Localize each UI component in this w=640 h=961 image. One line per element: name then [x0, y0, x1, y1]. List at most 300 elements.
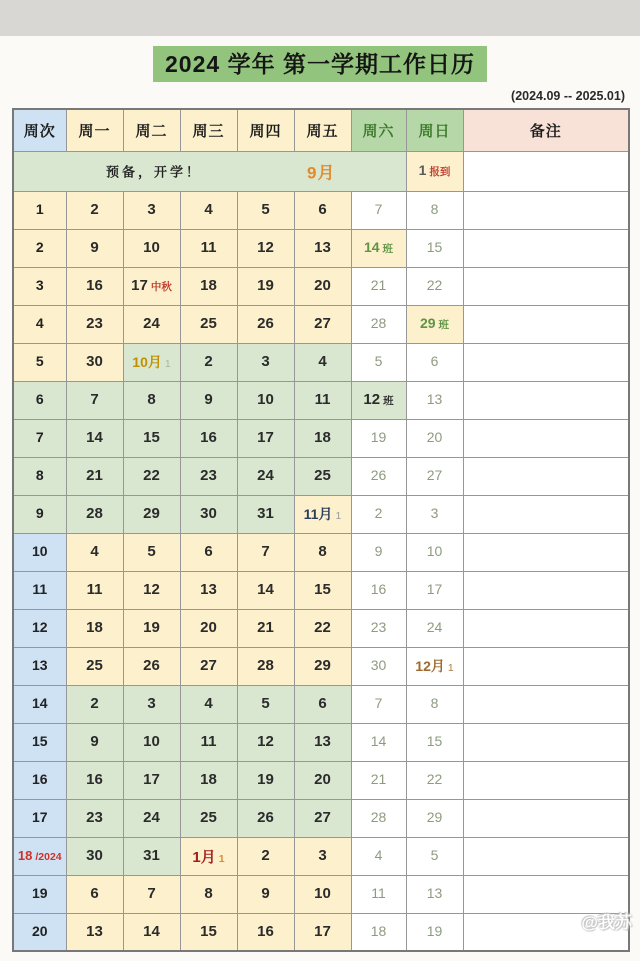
cell-text: 24 [143, 315, 160, 332]
cell-text: 1 [218, 852, 225, 865]
day-cell [351, 267, 406, 305]
day-cell [123, 761, 180, 799]
cell-text: 21 [370, 277, 387, 293]
day-cell [406, 571, 463, 609]
day-cell [180, 571, 237, 609]
cell-text: 11 [86, 581, 103, 598]
cell-text: 11 [32, 581, 48, 597]
day-cell [123, 419, 180, 457]
remark-cell [463, 647, 629, 685]
remark-cell [463, 381, 629, 419]
cell-text: 7 [147, 885, 156, 902]
day-cell [66, 419, 123, 457]
cell-text: /2024 [35, 851, 62, 863]
day-cell [66, 609, 123, 647]
column-header: 周二 [123, 109, 180, 151]
remark-cell [463, 191, 629, 229]
cell-text: 14 [257, 581, 274, 598]
day-cell [294, 875, 351, 913]
cell-text: 5 [261, 695, 270, 712]
cell-text: 9 [35, 505, 44, 521]
cell-text: 14 [31, 695, 48, 711]
cell-text: 12 [143, 581, 160, 598]
day-cell [66, 875, 123, 913]
title-wrap [0, 46, 640, 82]
day-cell [66, 495, 123, 533]
cell-text: 10 [31, 543, 48, 559]
cell-text: 19 [31, 885, 48, 901]
cell-text: 1 [164, 358, 171, 370]
remark-cell [463, 305, 629, 343]
day-cell [66, 799, 123, 837]
day-cell [123, 723, 180, 761]
cell-text: 7 [35, 429, 44, 445]
day-cell [294, 495, 351, 533]
table-row [13, 191, 629, 229]
day-cell [351, 723, 406, 761]
column-header: 周四 [237, 109, 294, 151]
cell-text: 9 [90, 733, 99, 750]
table-row [13, 875, 629, 913]
cell-text: 7 [90, 391, 99, 408]
cell-text: 30 [370, 657, 387, 673]
day-cell [294, 533, 351, 571]
table-row [13, 723, 629, 761]
cell-text: 8 [204, 885, 213, 902]
day-cell [66, 533, 123, 571]
cell-text: 3 [318, 847, 327, 864]
day-cell [351, 761, 406, 799]
cell-text: 31 [143, 847, 160, 864]
day-cell [294, 229, 351, 267]
day-cell [406, 495, 463, 533]
cell-text: 25 [200, 315, 217, 332]
cell-text: 2 [374, 505, 383, 521]
day-cell [351, 305, 406, 343]
cell-text: 14 [143, 922, 160, 940]
cell-text: 12月 [415, 658, 445, 674]
day-cell [294, 191, 351, 229]
cell-text: 12 [31, 619, 48, 635]
day-cell [406, 647, 463, 685]
cell-text: 2 [90, 695, 99, 712]
day-cell [294, 837, 351, 875]
cell-text: 5 [430, 847, 439, 863]
table-row [13, 609, 629, 647]
cell-text: 18 [314, 429, 331, 446]
day-cell [237, 875, 294, 913]
table-row [13, 457, 629, 495]
cell-text: 21 [370, 771, 387, 787]
cell-text: 26 [257, 315, 274, 332]
week-number-cell [13, 457, 66, 495]
cell-text: 7 [374, 695, 383, 711]
day-cell [66, 267, 123, 305]
cell-text: 20 [200, 619, 217, 636]
cell-text: 28 [370, 809, 387, 825]
table-row [13, 685, 629, 723]
cell-text: 17 [314, 922, 331, 940]
week-number-cell [13, 419, 66, 457]
cell-text: 16 [31, 771, 48, 787]
day-cell [294, 799, 351, 837]
cell-text: 19 [257, 277, 274, 294]
cell-text: 29 [419, 315, 436, 331]
day-cell [66, 305, 123, 343]
day-cell [237, 837, 294, 875]
watermark-text: @我苏 [581, 913, 632, 932]
day-cell [406, 761, 463, 799]
column-header: 周次 [13, 109, 66, 151]
week-number-cell [13, 609, 66, 647]
remark-cell [463, 267, 629, 305]
day-cell [237, 267, 294, 305]
cell-text: 18 [17, 848, 33, 863]
day-cell [237, 305, 294, 343]
day-cell [180, 723, 237, 761]
day-cell [237, 761, 294, 799]
day-cell [180, 267, 237, 305]
cell-text: 8 [318, 543, 327, 560]
day-cell [294, 685, 351, 723]
cell-text: 19 [370, 429, 387, 445]
table-row [13, 267, 629, 305]
week-number-cell [13, 495, 66, 533]
day-cell [237, 799, 294, 837]
remark-cell [463, 837, 629, 875]
day-cell [406, 913, 463, 951]
day-cell [351, 343, 406, 381]
cell-text: 7 [374, 201, 383, 217]
day-cell [406, 305, 463, 343]
cell-text: 23 [370, 619, 387, 635]
cell-text: 11月 [303, 506, 333, 522]
cell-text: 13 [426, 391, 443, 407]
day-cell [180, 837, 237, 875]
cell-text: 29 [314, 657, 331, 674]
day-cell [237, 685, 294, 723]
cell-text: 14 [86, 429, 103, 446]
cell-text: 20 [31, 922, 48, 939]
cell-text: 11 [200, 239, 217, 256]
day-cell [180, 685, 237, 723]
day-cell [406, 381, 463, 419]
day-cell [180, 609, 237, 647]
day-cell [294, 457, 351, 495]
table-row [13, 647, 629, 685]
remark-cell [463, 609, 629, 647]
cell-text: 10 [257, 391, 274, 408]
day-cell [237, 723, 294, 761]
cell-text: 1 [335, 510, 342, 522]
day-cell [180, 913, 237, 951]
sep1-report-cell [406, 151, 463, 191]
remark-cell [463, 151, 629, 191]
table-row [13, 381, 629, 419]
cell-text: 26 [370, 467, 387, 483]
day-cell [123, 343, 180, 381]
day-cell [123, 191, 180, 229]
cell-text: 1 [447, 662, 454, 674]
day-cell [351, 799, 406, 837]
day-cell [237, 495, 294, 533]
cell-text: 17 [426, 581, 443, 597]
remark-cell [463, 457, 629, 495]
cell-text: 18 [370, 922, 387, 939]
day-cell [294, 761, 351, 799]
cell-text: 28 [257, 657, 274, 674]
cell-text: 班 [383, 395, 394, 407]
cell-text: 20 [314, 771, 331, 788]
cell-text: 8 [430, 695, 439, 711]
cell-text: 30 [200, 505, 217, 522]
day-cell [180, 419, 237, 457]
day-cell [406, 533, 463, 571]
remark-cell [463, 229, 629, 267]
cell-text: 11 [314, 391, 331, 408]
day-cell [180, 799, 237, 837]
day-cell [66, 343, 123, 381]
day-cell [123, 305, 180, 343]
cell-text: 22 [143, 467, 160, 484]
cell-text: 9 [90, 239, 99, 256]
day-cell [351, 913, 406, 951]
column-header-row [13, 109, 629, 151]
cell-text: 16 [86, 277, 103, 294]
cell-text: 10 [143, 239, 160, 256]
cell-text: 6 [35, 391, 44, 407]
table-row [13, 761, 629, 799]
day-cell [294, 267, 351, 305]
day-cell [351, 685, 406, 723]
cell-text: 25 [314, 467, 331, 484]
table-row [13, 495, 629, 533]
day-cell [180, 191, 237, 229]
day-cell [406, 191, 463, 229]
cell-text: 17 [257, 429, 274, 446]
cell-text: 30 [86, 353, 103, 370]
cell-text: 10月 [132, 354, 162, 370]
day-cell [180, 533, 237, 571]
cell-text: 12 [257, 239, 274, 256]
watermark [561, 908, 632, 933]
cell-text: 22 [426, 277, 443, 293]
day-cell [406, 229, 463, 267]
cell-text: 24 [426, 619, 443, 635]
day-cell [237, 191, 294, 229]
cell-text: 3 [147, 201, 156, 218]
day-cell [123, 229, 180, 267]
day-cell [123, 685, 180, 723]
day-cell [180, 647, 237, 685]
cell-text: 4 [204, 201, 213, 218]
remark-cell [463, 419, 629, 457]
work-calendar-table [12, 108, 630, 952]
cell-text: 16 [200, 429, 217, 446]
day-cell [406, 685, 463, 723]
cell-text: 13 [426, 885, 443, 901]
day-cell [123, 913, 180, 951]
day-cell [294, 343, 351, 381]
table-row [13, 837, 629, 875]
day-cell [66, 685, 123, 723]
day-cell [180, 875, 237, 913]
day-cell [294, 723, 351, 761]
day-cell [180, 495, 237, 533]
cell-text: 班 [382, 243, 394, 255]
cell-text: 12 [257, 733, 274, 750]
cell-text: 22 [426, 771, 443, 787]
cell-text: 11 [200, 733, 217, 750]
day-cell [294, 913, 351, 951]
cell-text: 5 [35, 353, 44, 369]
day-cell [294, 647, 351, 685]
cell-text: 15 [314, 581, 331, 598]
day-cell [123, 837, 180, 875]
cell-text: 13 [31, 657, 48, 673]
cell-text: 班 [438, 319, 450, 331]
day-cell [180, 343, 237, 381]
cell-text: 6 [430, 353, 439, 369]
week-number-cell [13, 685, 66, 723]
cell-text: 5 [374, 353, 383, 369]
day-cell [237, 343, 294, 381]
day-cell [406, 609, 463, 647]
cell-text: 23 [86, 315, 103, 332]
cell-text: 25 [200, 809, 217, 826]
cell-text: 23 [86, 809, 103, 826]
cell-text: 4 [90, 543, 99, 560]
day-cell [406, 267, 463, 305]
week-number-cell [13, 723, 66, 761]
day-cell [123, 571, 180, 609]
cell-text: 5 [147, 543, 156, 560]
week-number-cell [13, 913, 66, 951]
week-number-cell [13, 533, 66, 571]
day-cell [294, 571, 351, 609]
cell-text: 10 [143, 733, 160, 750]
cell-text: 3 [147, 695, 156, 712]
day-cell [66, 457, 123, 495]
day-cell [351, 457, 406, 495]
table-row [13, 799, 629, 837]
week-number-cell [13, 837, 66, 875]
cell-text: 10 [426, 543, 443, 559]
cell-text: 3 [430, 505, 439, 521]
table-row [13, 913, 629, 951]
day-cell [66, 571, 123, 609]
remark-cell [463, 571, 629, 609]
table-row [13, 343, 629, 381]
week-number-cell [13, 571, 66, 609]
week-number-cell [13, 799, 66, 837]
day-cell [351, 609, 406, 647]
day-cell [351, 419, 406, 457]
semester-start-note: 预备，开学！ [106, 164, 203, 180]
cell-text: 25 [86, 657, 103, 674]
cell-text: 1 [418, 162, 427, 178]
cell-text: 27 [314, 809, 331, 826]
cell-text: 17 [131, 277, 148, 294]
week-number-cell [13, 305, 66, 343]
cell-text: 28 [370, 315, 387, 331]
cell-text: 8 [35, 467, 44, 483]
cell-text: 15 [426, 733, 443, 749]
cell-text: 8 [430, 201, 439, 217]
week-number-cell [13, 229, 66, 267]
day-cell [351, 875, 406, 913]
column-header: 周六 [351, 109, 406, 151]
day-cell [406, 837, 463, 875]
day-cell [123, 647, 180, 685]
day-cell [123, 381, 180, 419]
cell-text: 29 [143, 505, 160, 522]
cell-text: 4 [374, 847, 383, 863]
remark-cell [463, 343, 629, 381]
cell-text: 26 [143, 657, 160, 674]
day-cell [351, 191, 406, 229]
cell-text: 14 [370, 733, 387, 749]
day-cell [66, 837, 123, 875]
column-header: 周三 [180, 109, 237, 151]
cell-text: 9 [374, 543, 383, 559]
day-cell [351, 229, 406, 267]
cell-text: 17 [31, 809, 48, 825]
remark-cell [463, 799, 629, 837]
day-cell [351, 495, 406, 533]
month-header-row [13, 151, 629, 191]
table-row [13, 229, 629, 267]
cell-text: 7 [261, 543, 270, 560]
day-cell [237, 647, 294, 685]
cell-text: 中秋 [150, 281, 172, 293]
cell-text: 29 [426, 809, 443, 825]
cell-text: 1月 [192, 848, 216, 866]
cell-text: 13 [86, 922, 103, 940]
cell-text: 18 [200, 277, 217, 294]
cell-text: 30 [86, 847, 103, 864]
cell-text: 6 [204, 543, 213, 560]
cell-text: 15 [31, 733, 48, 749]
day-cell [406, 419, 463, 457]
cell-text: 21 [86, 467, 103, 484]
week-number-cell [13, 343, 66, 381]
paw-icon [561, 912, 579, 930]
cell-text: 27 [426, 467, 443, 483]
cell-text: 16 [86, 771, 103, 788]
cell-text: 8 [147, 391, 156, 408]
cell-text: 22 [314, 619, 331, 636]
column-header: 周日 [406, 109, 463, 151]
week-number-cell [13, 381, 66, 419]
cell-text: 17 [143, 771, 160, 788]
week-number-cell [13, 647, 66, 685]
cell-text: 15 [200, 922, 217, 940]
day-cell [66, 913, 123, 951]
cell-text: 27 [200, 657, 217, 674]
cell-text: 15 [143, 429, 160, 446]
cell-text: 13 [200, 581, 217, 598]
cell-text: 1 [35, 201, 44, 217]
cell-text: 27 [314, 315, 331, 332]
day-cell [406, 343, 463, 381]
day-cell [351, 647, 406, 685]
day-cell [66, 229, 123, 267]
column-header: 周五 [294, 109, 351, 151]
week-number-cell [13, 875, 66, 913]
table-row [13, 419, 629, 457]
day-cell [66, 723, 123, 761]
